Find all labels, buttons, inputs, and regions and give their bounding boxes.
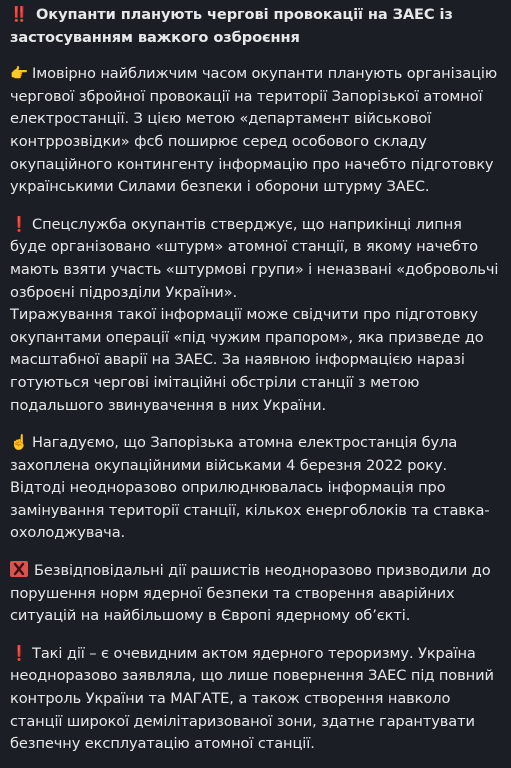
paragraph-text-continued: Тиражування такої інформації може свідчити про підготовку окупантами операції «під чужим прапором», яка призведе до масштабної аварії на ЗАЕС. За наявною інформацією наразі готуються чергові імітаційні обстріли станції з метою подальшого звинувачення в них України. [10,306,484,414]
post-paragraph-3 [10,432,501,545]
post-paragraph-4 [10,560,501,628]
post-headline [10,4,501,49]
paragraph-text: Нагадуємо, що Запорізька атомна електростанція була захоплена окупаційними військами 4 березня 2022 року. Відтоді неодноразово оприлюднювалась інформація про замінування території станції, кількох енергоблоків та ставка-охолоджувача. [10,434,490,542]
post-paragraph-5 [10,643,501,756]
post-paragraph-2 [10,214,501,417]
paragraph-text: Такі дії – є очевидним актом ядерного тероризму. Україна неодноразово заявляла, що лише повернення ЗАЕС під повний контроль України та МАГАТЕ, а також створення навколо станції широкої демілітаризованої зони, здатне гарантувати безпечну експлуатацію атомної станції. [10,644,494,753]
pointing-right-icon: 👉 [10,65,29,83]
cross-mark-button-icon [10,561,28,577]
paragraph-text: Безвідповідальні дії рашистів неодноразово призводили до порушення норм ядерної безпеки та створення аварійних ситуацій на найбільшому в Європі ядерному об’єкті. [10,562,491,625]
exclamation-icon: ❗ [10,644,29,662]
pointing-up-icon: ☝️ [10,434,29,452]
paragraph-text: Імовірно найближчим часом окупанти планують організацію чергової збройної провокації на території Запорізької атомної електростанції. З цією метою «департамент військової контррозвідки» фсб поширює серед особового складу окупаційного контингенту інформацію про начебто підготовку українськими Силами безпеки і оборони штурму ЗАЕС. [10,65,498,196]
post-headline-text: Окупанти планують чергові провокації на ЗАЕС із застосуванням важкого озброєння [10,6,453,46]
post-paragraph-1 [10,63,501,199]
paragraph-text: Спецслужба окупантів стверджує, що наприкінці липня буде організовано «штурм» атомної станції, в якому начебто мають взяти участь «штурмові групи» і неназвані «добровольчі озброєні підрозділи України». [10,215,499,301]
double-exclamation-icon: ‼️ [10,6,29,23]
exclamation-icon: ❗ [10,215,29,233]
